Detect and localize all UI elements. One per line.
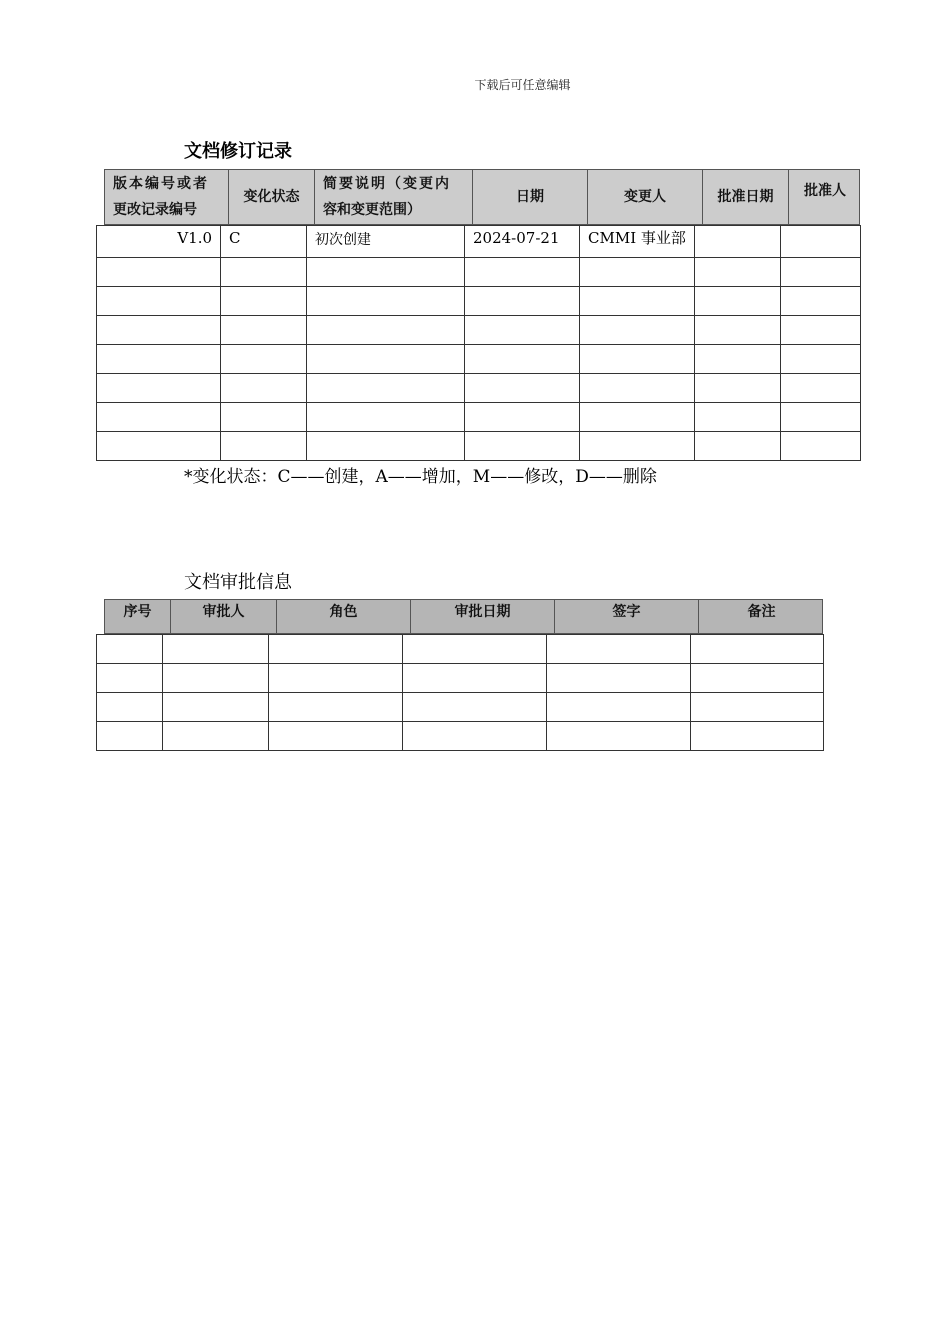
table-cell[interactable] <box>547 693 691 722</box>
table-cell[interactable] <box>163 722 269 751</box>
table-cell[interactable] <box>221 432 307 461</box>
approval-col-index: 序号 <box>105 600 171 633</box>
status-legend-note: *变化状态：C——创建，A——增加，M——修改，D——删除 <box>184 467 657 487</box>
table-cell[interactable] <box>269 693 403 722</box>
revision-col-date: 日期 <box>473 170 588 224</box>
table-cell[interactable] <box>691 722 824 751</box>
revision-title: 文档修订记录 <box>184 141 292 162</box>
table-cell[interactable] <box>691 635 824 664</box>
table-cell[interactable] <box>781 374 861 403</box>
table-cell[interactable] <box>781 403 861 432</box>
approval-title: 文档审批信息 <box>184 572 292 593</box>
table-cell[interactable] <box>97 403 221 432</box>
table-cell[interactable] <box>97 722 163 751</box>
table-cell[interactable] <box>221 287 307 316</box>
table-cell[interactable]: 初次创建 <box>307 226 465 258</box>
table-cell[interactable] <box>547 664 691 693</box>
table-cell[interactable] <box>307 316 465 345</box>
table-cell[interactable] <box>580 403 695 432</box>
table-cell[interactable] <box>580 287 695 316</box>
table-cell[interactable] <box>580 345 695 374</box>
table-cell[interactable] <box>97 287 221 316</box>
table-cell[interactable] <box>547 722 691 751</box>
table-cell[interactable] <box>580 316 695 345</box>
table-row <box>97 226 861 258</box>
approval-table <box>96 634 824 751</box>
table-row <box>97 722 824 751</box>
revision-col-changer: 变更人 <box>588 170 703 224</box>
revision-col-approver: 批准人 <box>804 183 846 199</box>
table-cell[interactable] <box>221 374 307 403</box>
table-cell[interactable] <box>695 374 781 403</box>
table-cell[interactable] <box>163 635 269 664</box>
table-row <box>97 432 861 461</box>
table-cell[interactable] <box>695 345 781 374</box>
revision-col-description: 简要说明（变更内 容和变更范围） <box>315 170 473 224</box>
table-cell[interactable] <box>465 403 580 432</box>
table-cell[interactable] <box>97 635 163 664</box>
table-cell[interactable] <box>580 432 695 461</box>
approval-header <box>104 599 823 634</box>
table-cell[interactable] <box>580 258 695 287</box>
table-cell[interactable] <box>221 258 307 287</box>
table-cell[interactable] <box>465 287 580 316</box>
table-cell[interactable] <box>269 635 403 664</box>
table-cell[interactable] <box>781 345 861 374</box>
table-cell[interactable]: C <box>221 226 307 258</box>
table-cell[interactable]: V1.0 <box>97 226 221 258</box>
table-cell[interactable] <box>163 693 269 722</box>
table-cell[interactable] <box>403 635 547 664</box>
table-cell[interactable] <box>781 432 861 461</box>
table-cell[interactable] <box>781 316 861 345</box>
approval-col-date: 审批日期 <box>411 600 555 633</box>
table-row <box>97 345 861 374</box>
table-cell[interactable] <box>221 403 307 432</box>
table-cell[interactable] <box>97 432 221 461</box>
table-cell[interactable] <box>307 403 465 432</box>
table-cell[interactable] <box>695 432 781 461</box>
table-cell[interactable] <box>465 432 580 461</box>
table-row <box>97 374 861 403</box>
table-cell[interactable] <box>465 316 580 345</box>
table-cell[interactable] <box>465 258 580 287</box>
table-row <box>97 664 824 693</box>
table-cell[interactable]: 2024-07-21 <box>465 226 580 258</box>
header-note: 下载后可任意编辑 <box>474 78 571 92</box>
table-cell[interactable] <box>307 287 465 316</box>
table-cell[interactable] <box>695 287 781 316</box>
table-cell[interactable] <box>269 664 403 693</box>
table-cell[interactable] <box>403 693 547 722</box>
approval-col-role: 角色 <box>277 600 411 633</box>
table-row <box>97 403 861 432</box>
revision-col-version: 版本编号或者 更改记录编号 <box>105 170 229 224</box>
revision-col-status: 变化状态 <box>229 170 315 224</box>
table-cell[interactable] <box>97 345 221 374</box>
table-cell[interactable] <box>97 374 221 403</box>
table-cell[interactable] <box>163 664 269 693</box>
table-cell[interactable] <box>307 374 465 403</box>
table-cell[interactable] <box>781 258 861 287</box>
table-cell[interactable] <box>97 664 163 693</box>
approval-col-signature: 签字 <box>555 600 699 633</box>
table-row <box>97 258 861 287</box>
table-cell[interactable] <box>403 664 547 693</box>
approval-col-remarks: 备注 <box>747 604 776 620</box>
table-cell[interactable] <box>221 345 307 374</box>
table-row <box>97 287 861 316</box>
revision-table <box>96 225 861 461</box>
table-cell[interactable] <box>465 374 580 403</box>
table-cell[interactable] <box>269 722 403 751</box>
table-cell[interactable] <box>307 432 465 461</box>
revision-col-approve-date: 批准日期 <box>703 170 789 224</box>
revision-header <box>104 169 860 225</box>
table-row <box>97 316 861 345</box>
table-cell[interactable] <box>307 258 465 287</box>
table-cell[interactable] <box>97 258 221 287</box>
table-cell[interactable] <box>695 403 781 432</box>
table-cell[interactable] <box>307 345 465 374</box>
table-cell[interactable] <box>97 693 163 722</box>
table-cell[interactable] <box>580 374 695 403</box>
table-cell[interactable] <box>97 316 221 345</box>
table-cell[interactable] <box>547 635 691 664</box>
table-row <box>97 635 824 664</box>
table-cell[interactable] <box>695 316 781 345</box>
table-cell[interactable] <box>465 345 580 374</box>
table-cell[interactable]: CMMI 事业部 <box>580 226 695 258</box>
table-row <box>97 693 824 722</box>
table-cell[interactable] <box>691 693 824 722</box>
table-cell[interactable] <box>695 226 781 258</box>
table-cell[interactable] <box>221 316 307 345</box>
table-cell[interactable] <box>695 258 781 287</box>
table-cell[interactable] <box>781 287 861 316</box>
table-cell[interactable] <box>781 226 861 258</box>
table-cell[interactable] <box>691 664 824 693</box>
table-cell[interactable] <box>403 722 547 751</box>
approval-col-approver: 审批人 <box>171 600 277 633</box>
